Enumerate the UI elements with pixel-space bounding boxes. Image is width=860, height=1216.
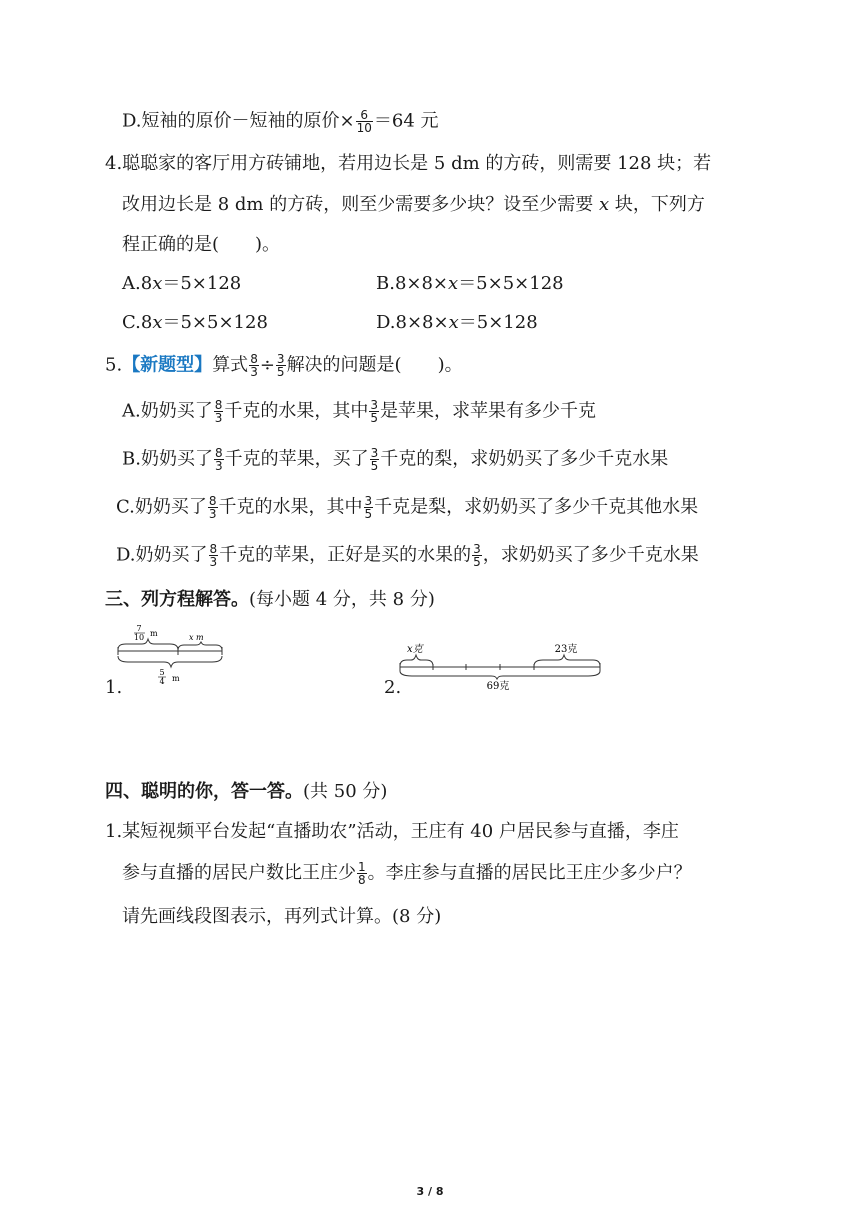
d1-brace-bottom bbox=[118, 656, 222, 667]
q5a-f2-den: 5 bbox=[370, 411, 379, 425]
q5d-f2-num: 3 bbox=[473, 542, 481, 556]
q3d-frac-den: 10 bbox=[356, 121, 372, 135]
q5a-f1-den: 3 bbox=[214, 411, 223, 425]
d1-brace-top-left bbox=[118, 639, 178, 650]
q5d-f1-num: 8 bbox=[209, 542, 218, 556]
q5-tag: 【新题型】 bbox=[122, 354, 213, 376]
q5c-frac1 bbox=[208, 495, 218, 520]
q4-line2 bbox=[122, 193, 705, 217]
d2-left-label: x克 bbox=[407, 644, 423, 655]
q3d-fraction bbox=[356, 109, 373, 134]
q5-f2-num: 3 bbox=[276, 352, 285, 366]
q5d-p2: 千克的苹果，正好是买的水果的 bbox=[219, 544, 472, 566]
q4-option-d bbox=[376, 311, 538, 335]
q5d-f2-den: 5 bbox=[473, 555, 481, 569]
q5c-p3: 千克是梨，求奶奶买了多少千克其他水果 bbox=[374, 496, 699, 518]
line-diagram-1 bbox=[112, 620, 232, 686]
q3-option-d bbox=[122, 109, 439, 134]
q4-option-b bbox=[376, 272, 564, 296]
q5a-p3: 是苹果，求苹果有多少千克 bbox=[380, 400, 597, 422]
q3d-suffix: ＝64 元 bbox=[373, 110, 439, 132]
q4b-var: x bbox=[448, 273, 459, 294]
q5-f1-num: 8 bbox=[250, 352, 258, 366]
q4d-pre: D.8×8× bbox=[376, 312, 449, 333]
q4d-post: ＝5×128 bbox=[458, 312, 538, 333]
section3-p1-label: 1. bbox=[105, 677, 123, 698]
q4d-var: x bbox=[448, 312, 459, 333]
q5-number: 5. bbox=[105, 354, 123, 376]
q5-stem bbox=[105, 353, 463, 378]
q5-option-c bbox=[116, 495, 698, 520]
q5-f1-den: 3 bbox=[250, 365, 258, 379]
d1-top-unit: m bbox=[150, 629, 158, 638]
s4-q1-line2-a: 参与直播的居民户数比王庄少 bbox=[122, 862, 356, 884]
q5a-f2-num: 3 bbox=[370, 398, 379, 412]
q5b-frac2 bbox=[370, 447, 380, 472]
d2-total-label: 69克 bbox=[486, 681, 510, 692]
q5-stem-a: 算式 bbox=[212, 354, 249, 376]
s4-q1-line1: 1.某短视频平台发起“直播助农”活动，王庄有 40 户居民参与直播，李庄 bbox=[105, 821, 679, 842]
q4c-var: x bbox=[152, 312, 163, 333]
q5c-p2: 千克的水果，其中 bbox=[218, 496, 363, 518]
q5-option-a bbox=[122, 399, 596, 424]
section4-title: 四、聪明的你，答一答。 bbox=[105, 781, 303, 802]
q5-option-b bbox=[122, 447, 668, 472]
q5d-f1-den: 3 bbox=[209, 555, 218, 569]
s4-q1-line2-b: 。李庄参与直播的居民比王庄少多少户？ bbox=[367, 862, 692, 884]
q5a-frac2 bbox=[369, 399, 379, 424]
q5d-p1: D.奶奶买了 bbox=[116, 544, 208, 566]
q4c-post: ＝5×5×128 bbox=[162, 312, 268, 333]
section3-note: (每小题 4 分，共 8 分) bbox=[249, 589, 435, 610]
d2-brace-top-right bbox=[534, 655, 600, 666]
q4c-pre: C.8 bbox=[122, 312, 153, 333]
s4-q1-line3: 请先画线段图表示，再列式计算。(8 分) bbox=[122, 906, 442, 927]
q5-option-d bbox=[116, 543, 699, 568]
q5b-frac1 bbox=[214, 447, 224, 472]
s4-q1-line2 bbox=[122, 861, 692, 886]
q5b-f2-num: 3 bbox=[370, 446, 379, 460]
q3d-frac-num: 6 bbox=[360, 108, 369, 122]
q5d-p3: ，求奶奶买了多少千克水果 bbox=[482, 544, 699, 566]
q5c-f1-den: 3 bbox=[208, 507, 217, 521]
q3d-prefix: D.短袖的原价－短袖的原价× bbox=[122, 110, 355, 132]
q5c-f1-num: 8 bbox=[208, 494, 217, 508]
q4-line3: 程正确的是( )。 bbox=[122, 234, 281, 255]
q4a-pre: A.8 bbox=[122, 273, 153, 294]
d2-brace-top-left bbox=[400, 655, 433, 666]
q4a-var: x bbox=[152, 273, 163, 294]
d1-top-num: 7 bbox=[136, 624, 142, 633]
q5d-frac2 bbox=[472, 543, 482, 568]
d1-bot-den: 4 bbox=[159, 677, 165, 686]
q5b-f1-den: 3 bbox=[214, 459, 223, 473]
q5-op: ÷ bbox=[259, 354, 275, 376]
line-diagram-2 bbox=[396, 636, 606, 692]
d1-bot-num: 5 bbox=[159, 668, 165, 677]
q4-line2-var: x bbox=[598, 194, 610, 215]
q5b-f2-den: 5 bbox=[370, 459, 379, 473]
d2-right-label: 23克 bbox=[554, 644, 578, 655]
q5b-p2: 千克的苹果，买了 bbox=[224, 448, 369, 470]
q4b-post: ＝5×5×128 bbox=[458, 273, 564, 294]
q5c-p1: C.奶奶买了 bbox=[116, 496, 207, 518]
q5-stem-b: 解决的问题是( )。 bbox=[286, 354, 463, 376]
q5-frac1 bbox=[249, 353, 259, 378]
q5a-f1-num: 8 bbox=[214, 398, 223, 412]
q5a-frac1 bbox=[214, 399, 224, 424]
d1-top-den: 10 bbox=[133, 633, 145, 642]
page-number: 3 / 8 bbox=[416, 1185, 444, 1198]
q4-option-c bbox=[122, 311, 268, 335]
q5c-f2-den: 5 bbox=[364, 507, 373, 521]
d2-brace-bottom bbox=[400, 671, 600, 679]
q5a-p1: A.奶奶买了 bbox=[122, 400, 213, 422]
q4b-pre: B.8×8× bbox=[376, 273, 449, 294]
q5b-p1: B.奶奶买了 bbox=[122, 448, 213, 470]
q4-line2-a: 改用边长是 8 dm 的方砖，则至少需要多少块？设至少需要 bbox=[122, 194, 599, 215]
q5-frac2 bbox=[276, 353, 286, 378]
q4-line1: 4.聪聪家的客厅用方砖铺地，若用边长是 5 dm 的方砖，则需要 128 块；若 bbox=[105, 153, 712, 174]
q5b-f1-num: 8 bbox=[214, 446, 223, 460]
s4-q1-frac-den: 8 bbox=[358, 873, 366, 887]
q5c-f2-num: 3 bbox=[364, 494, 373, 508]
q5c-frac2 bbox=[364, 495, 374, 520]
q4-option-a bbox=[122, 272, 241, 296]
section3-title: 三、列方程解答。 bbox=[105, 589, 249, 610]
s4-q1-frac-num: 1 bbox=[358, 860, 366, 874]
q4a-post: ＝5×128 bbox=[162, 273, 242, 294]
q4-line2-b: 块，下列方 bbox=[609, 194, 705, 215]
q5b-p3: 千克的梨，求奶奶买了多少千克水果 bbox=[380, 448, 669, 470]
q5a-p2: 千克的水果，其中 bbox=[224, 400, 369, 422]
d1-var-label: x m bbox=[189, 633, 204, 642]
section4-note: (共 50 分) bbox=[303, 781, 388, 802]
section3-p2-label: 2. bbox=[384, 677, 402, 698]
s4-q1-fraction bbox=[357, 861, 367, 886]
q5d-frac1 bbox=[209, 543, 219, 568]
q5-f2-den: 5 bbox=[276, 365, 285, 379]
section3-heading bbox=[105, 588, 435, 612]
d1-brace-top-right bbox=[178, 642, 222, 650]
section4-heading bbox=[105, 780, 387, 804]
d1-bot-unit: m bbox=[172, 674, 180, 683]
